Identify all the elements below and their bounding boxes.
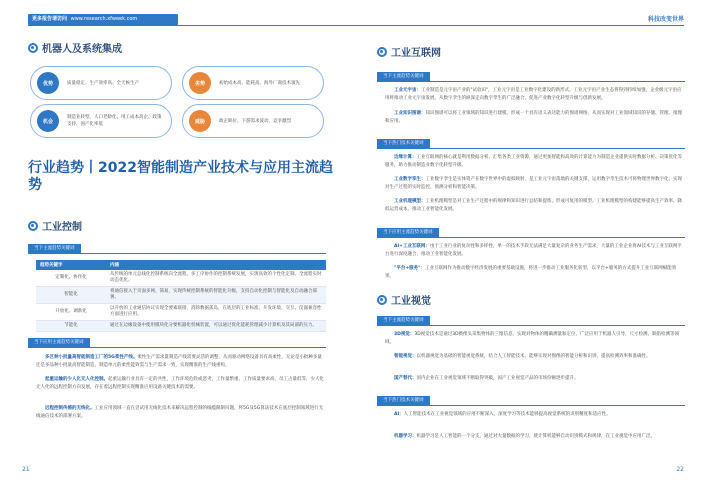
table-cell-value: 通过在边缘设备中使用模块化分要机器化机械装置，可以通过优化能耗管理减少计算机及其局部的压力。: [106, 321, 326, 332]
paragraph: [385, 433, 685, 441]
subsection-tag: 当下热门技术关键词: [377, 396, 430, 405]
paragraph-text: 以机器视觉为基础的智能视觉系统，结合人工智能技术，能够实现对图像的智能分析和识别，提高检测效率和准确性。: [416, 354, 651, 359]
table-row: [36, 321, 326, 332]
gear-icon: [377, 295, 387, 305]
paragraph-highlight: 智能视觉：: [394, 354, 417, 359]
paragraph-highlight: 3D视觉：: [394, 332, 415, 337]
paragraph-text: 工业互联网作为推动数字经济发展的重要基础设施，将进一步推动工业服务化转型，以平台+服务的方式提升工业互联网赋能效果。: [385, 266, 677, 279]
paragraph-text: 工业应用领域一直在尝试用无线化技术来解决远程控制的线缆限制问题，将5G及5G算法技术在底层控制领域进行无线通信技术的部署方案。: [36, 406, 324, 419]
swot-badge: 威胁: [189, 110, 211, 132]
paragraph-highlight: AI+工业互联网：: [394, 244, 430, 249]
swot-threat: [182, 104, 324, 138]
page-number: 22: [676, 466, 684, 473]
section-title-control: [28, 218, 82, 233]
table-cell-value: 以开放的工业通信协议实现全要素联接，消除数据孤岛，在底层的工业标准、开发环境、交互、仪器兼容性方面进行应用。: [106, 304, 326, 321]
paragraph-highlight: AI：: [394, 412, 404, 417]
paragraph-text: 国内企业在工业视觉领域不断取得突破，国产工业视觉产品的市场份额逐步提升。: [416, 376, 579, 381]
section-title-text: 工业视觉: [391, 296, 431, 307]
table-cell-key: 智能化: [36, 287, 106, 304]
paragraph-text: 机器学习是人工智能的一个分支，通过对大量数据的学习，使计算机能够自动识别模式和规律，在工业视觉中应用广泛。: [416, 434, 655, 439]
paragraph-text: 工业数字孪生是实体资产在数字世界中的虚拟映射，是工业元宇宙落地的关键支撑，运用数字孪生技术可将物理世界数字化，实现对生产过程的实时监控、预测分析和智能决策。: [385, 177, 682, 190]
swot-strength: [30, 66, 172, 100]
paragraph: [385, 176, 685, 191]
table-header: 趋势关键字: [36, 260, 106, 270]
table-header: 内涵: [106, 260, 326, 270]
paragraph-text: 起重运输行业具有一定的共性，工作环境危险或恶劣，工作量繁重、工作质量要求高、员工占量低等，少人化无人化的远程控制方向发展，存在着远程控制实现精准应用设备关键技术的需要。: [36, 377, 324, 390]
subsection-tag: 当下热门技术关键词: [377, 139, 430, 148]
subsection-rule: [377, 237, 685, 238]
paragraph: [385, 198, 685, 213]
paragraph-highlight: "平台+服务"：: [394, 266, 425, 271]
table-cell-value: 从传统的单元总线化控制系统向全流程、多工序协作的控制系统发展，实现高效的个性化定制、全流程实时动态优化。: [106, 270, 326, 287]
section-title-text: 机器人及系统集成: [42, 44, 122, 55]
paragraph-text: 由于工业行业的复杂性和多样性，单一的技术手段无法满足大量复杂的业务生产需求，大量的工业企业将AI技术与工业互联网平台进行深度融合，推动工业智能化发展。: [385, 244, 682, 257]
swot-text: 政企缺位、下游需求波动、竞争激烈: [219, 118, 291, 124]
paragraph-highlight: 远程控制传感的无线化。: [45, 406, 95, 411]
header-url[interactable]: www.research.xfweek.com: [70, 16, 138, 22]
header-rule: [355, 25, 684, 26]
subsection-rule: [28, 253, 326, 254]
paragraph-text: 人工智能技术在工业视觉领域的应用不断深入，深度学习等技术能够提高视觉系统的识别精度和适应性。: [403, 412, 611, 417]
swot-opportunity: [30, 104, 172, 138]
table-row: [36, 304, 326, 321]
paragraph-text: 知识图谱可以将工业领域的知识进行建模，形成一个具有语义表达能力的图谱网络，从而实现对工业领域知识的存储、管理、推理和应用。: [385, 111, 682, 124]
table-row: [36, 287, 326, 304]
subsection-rule: [377, 81, 685, 82]
paragraph-highlight: 工业知识图谱：: [394, 111, 426, 116]
paragraph-highlight: 起重运输的少人化无人化控制。: [45, 377, 108, 382]
right-page: [355, 0, 710, 485]
table-row: [36, 270, 326, 287]
paragraph-text: 工业机理模型是对工业生产过程中的规律和知识进行总结和提炼，形成可复用的模型。工业机理模型的构建能够提高生产效率、降低运营成本，推动工业智能化发展。: [385, 199, 682, 212]
subsection-tag: 当下主流趋势关键词: [28, 244, 81, 253]
swot-badge: 优势: [37, 72, 59, 94]
swot-text: 初始成本高、能耗高、海外厂商技术领先: [219, 80, 300, 86]
swot-badge: 劣势: [189, 72, 211, 94]
paragraph: [36, 354, 326, 369]
section-title-vision: [377, 292, 431, 307]
swot-text: 质量稳定、生产效率高、全天候生产: [67, 80, 139, 86]
paragraph-highlight: 工业数字孪生：: [394, 177, 426, 182]
paragraph-text: 工业互联网的核心就是利用数据分析、汇集各类工业资源，通过更加智能和高效的计算能力为制造企业提供实时数据分析、决策优化等服务，助力推动制造业数字化转型升级。: [385, 155, 682, 168]
paragraph: [385, 110, 685, 125]
paragraph-text: 工业制造是元宇宙产业的"试验田"，工业元宇宙是工业数字化建设的新形式。工业元宇宙产业生态将得到持续加强，企业级元宇宙应用将推动工业元宇宙发展，从数字孪生的纵深走向数字孪生的广泛融合，促进产业数字化转型升级与创新发展。: [385, 88, 682, 101]
paragraph-highlight: 机器学习：: [394, 434, 417, 439]
table-cell-key: 节能化: [36, 321, 106, 332]
paragraph: [385, 87, 685, 102]
swot-text: 制造业转型、人口老龄化、用工成本高企、政策支持、国产化率低: [67, 115, 162, 127]
table-cell-key: 开放化、调新化: [36, 304, 106, 321]
paragraph: [385, 265, 685, 280]
paragraph-highlight: 多区种小批量高智能制造工厂的5G柔性产线。: [45, 355, 138, 360]
gear-icon: [28, 43, 38, 53]
paragraph-highlight: 边缘计算：: [394, 155, 417, 160]
paragraph: [385, 353, 685, 361]
paragraph-text: 柔性生产需求量制造产线需要灵活的调整，从而驱动网络设备具有高柔性，无论是小批种多量还是多品种小批量高智能制造，制造单元的柔性能效需与生产需求一致，实现精准的生产线重构。: [36, 355, 322, 368]
paragraph-text: 3D视觉技术是通过3D摄像头采集物体的三维信息，实现对物体的精确测量和定位，广泛应用于机器人引导、尺寸检测、缺陷检测等领域。: [385, 332, 680, 345]
subsection-rule: [377, 405, 685, 406]
paragraph-highlight: 工业元宇宙：: [394, 88, 421, 93]
paragraph: [385, 411, 685, 419]
section-title-internet: [377, 44, 441, 59]
table-cell-value: 将通信接入于页面多网、简易，实现传统控制系统的智能化升级，支持自动化控制与智能化及自动融合部署。: [106, 287, 326, 304]
gear-icon: [377, 47, 387, 57]
section-title-text: 工业互联网: [391, 48, 441, 59]
paragraph: [385, 243, 685, 258]
subsection-rule: [377, 148, 685, 149]
section-title-robot: [28, 40, 122, 55]
paragraph: [385, 331, 685, 346]
swot-badge: 机会: [37, 110, 59, 132]
page-title: 行业趋势丨2022智能制造产业技术与应用主流趋势: [28, 160, 333, 193]
subsection-tag: 当下主流趋势关键词: [377, 316, 430, 325]
page-number: 21: [22, 466, 30, 473]
paragraph-highlight: 国产替代：: [394, 376, 417, 381]
header-badge: 更多报告请访问: [32, 16, 68, 22]
subsection-tag: 当下主流趋势关键词: [377, 72, 430, 81]
paragraph: [385, 375, 685, 383]
subsection-tag: 当下应用主流趋势关键词: [28, 338, 90, 347]
trend-table: [36, 260, 326, 332]
table-header-row: [36, 260, 326, 270]
subsection-rule: [28, 347, 326, 348]
paragraph-highlight: 工业机理模型：: [394, 199, 426, 204]
swot-weakness: [182, 66, 324, 100]
subsection-tag: 当下应用主流趋势关键词: [377, 228, 439, 237]
header-rule: [28, 25, 355, 26]
paragraph: [36, 376, 326, 391]
gear-icon: [28, 221, 38, 231]
header-bar: [28, 14, 178, 25]
paragraph: [36, 405, 326, 420]
subsection-rule: [377, 325, 685, 326]
table-cell-key: 定制化、协作化: [36, 270, 106, 287]
section-title-text: 工业控制: [42, 222, 82, 233]
paragraph: [385, 154, 685, 169]
header-section: 科技改变世界: [647, 16, 684, 23]
